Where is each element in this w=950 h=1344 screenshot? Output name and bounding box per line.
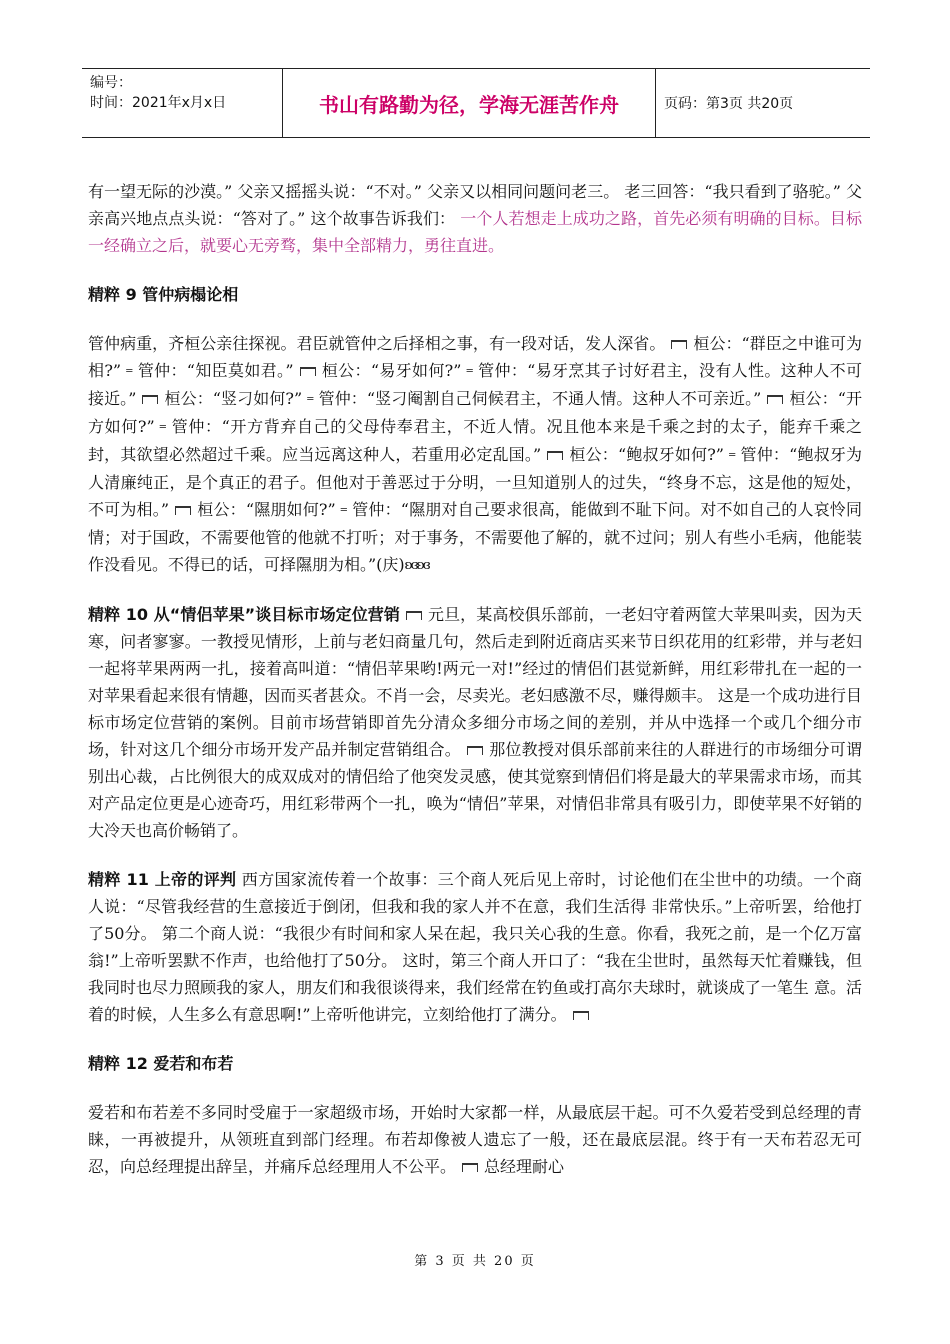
paragraph-mark-icon xyxy=(462,1163,478,1172)
paragraph-mark-icon xyxy=(406,611,422,620)
page-header xyxy=(82,68,870,138)
paragraph-mark-icon xyxy=(300,367,316,376)
paragraph-mark-icon xyxy=(547,451,563,460)
break-mark-icon: = xyxy=(339,505,349,516)
section-9-body: 管仲病重，齐桓公亲往探视。君臣就管仲之后择相之事，有一段对话，发人深省。 桓公：“群臣之中谁可为相?” = 管仲：“知臣莫如君。” 桓公：“易牙如何?” = 管仲：“易牙烹其子讨好君主，没有人性。这种人不可接近。” 桓公：“竖刁如何?” = 管仲：“竖刁阉割自己伺候君主，不通人情。这种人不可亲近。” 桓公：“开方如何?” = 管仲：“开方背弃自己的父母侍奉君主，不近人情。况且他本来是千乘之封的太子，能弃千乘之封，其欲望必然超过千乘。应当远离这种人，若重用必定乱国。” 桓公：“鲍叔牙如何?” = 管仲：“鲍叔牙为人清廉纯正，是个真正的君子。但他对于善恶过于分明，一旦知道别人的过失，“终身不忘，这是他的短处，不可为相。” 桓公：“隰朋如何?” = 管仲：“隰朋对自己要求很高，能做到不耻下问。对不如自己的人哀怜同情；对于国政，不需要他管的他就不打听；对于事务，不需要他了解的，就不过问；别人有些小毛病，他能装作没看见。不得已的话，可择隰朋为相。”(庆)ʚɞʚɞ xyxy=(88,330,862,579)
break-mark-icon: = xyxy=(158,422,168,433)
section-12-title: 精粹 12 爱若和布若 xyxy=(88,1054,234,1073)
header-meta xyxy=(82,69,282,137)
paragraph-mark-icon xyxy=(573,1011,589,1020)
section-11-body: 精粹 11 上帝的评判 西方国家流传着一个故事：三个商人死后见上帝时，讨论他们在尘世中的功绩。一个商人说：“尽管我经营的生意接近于倒闭，但我和我的家人并不在意，我们生活得 非常快乐。”上帝听罢，给他打了50分。 第二个商人说：“我很少有时间和家人呆在起，我只关心我的生意。你看，我死之前，是一个亿万富翁!”上帝听罢默不作声，也给他打了50分。 这时，第三个商人开口了：“我在尘世时，虽然每天忙着赚钱，但我同时也尽力照顾我的家人，朋友们和我很谈得来，我们经常在钓鱼或打高尔夫球时，就谈成了一笔生 意。活着的时候，人生多么有意思啊!”上帝听他讲完，立刻给他打了满分。 xyxy=(88,870,862,1024)
break-mark-icon: = xyxy=(465,366,474,377)
ornament-icon: ʚɞʚɞ xyxy=(404,558,429,573)
section-10-body: 精粹 10 从“情侣苹果”谈目标市场定位营销 元旦，某高校俱乐部前，一老妇守着两筐大苹果叫卖，因为天寒，问者寥寥。一教授见情形，上前与老妇商量几句，然后走到附近商店买来节日织花用的红彩带，并与老妇一起将苹果两两一扎，接着高叫道：“情侣苹果哟!两元一对!”经过的情侣们甚觉新鲜，用红彩带扎在一起的一对苹果看起来很有情趣，因而买者甚众。不肖一会，尽卖光。老妇感激不尽，赚得颇丰。 这是一个成功进行目标市场定位营销的案例。目前市场营销即首先分清众多细分市场之间的差别，并从中选择一个或几个细分市场，针对这几个细分市场开发产品并制定营销组合。 那位教授对俱乐部前来往的人群进行的市场细分可谓别出心裁，占比例很大的成双成对的情侣给了他突发灵感，使其觉察到情侣们将是最大的苹果需求市场，而其对产品定位更是心迹奇巧，用红彩带两个一扎，唤为“情侣”苹果，对情侣非常具有吸引力，即使苹果不好销的大冷天也高价畅销了。 xyxy=(88,605,862,840)
header-motto: 书山有路勤为径，学海无涯苦作舟 xyxy=(282,69,656,137)
section-9-title: 精粹 9 管仲病榻论相 xyxy=(88,285,239,304)
header-page-info: 页码：第3页 共20页 xyxy=(664,96,794,112)
section-11-title: 精粹 11 上帝的评判 xyxy=(88,870,237,889)
break-mark-icon: = xyxy=(727,450,737,461)
break-mark-icon: = xyxy=(306,394,315,405)
page-footer: 第 3 页 共 20 页 xyxy=(414,1254,536,1269)
section-10-title: 精粹 10 从“情侣苹果”谈目标市场定位营销 xyxy=(88,605,400,624)
section-12-body: 爱若和布若差不多同时受雇于一家超级市场，开始时大家都一样，从最底层干起。可不久爱若受到总经理的青睐，一再被提升，从领班直到部门经理。布若却像被人遗忘了一般，还在最底层混。终于有一天布若忍无可忍，向总经理提出辞呈，并痛斥总经理用人不公平。 总经理耐心 xyxy=(88,1103,862,1176)
intro-paragraph xyxy=(88,178,862,259)
paragraph-mark-icon xyxy=(767,395,783,404)
document-body xyxy=(88,178,862,1202)
paragraph-mark-icon xyxy=(467,746,483,755)
intro-highlight: 一个人若想走上成功之路，首先必须有明确的目标。目标一经确立之后，就要心无旁骛，集中全部精力，勇往直进。 xyxy=(88,209,862,255)
paragraph-mark-icon xyxy=(142,395,158,404)
paragraph-mark-icon xyxy=(671,340,687,349)
break-mark-icon: = xyxy=(125,366,134,377)
number-label: 编号： xyxy=(90,75,132,91)
paragraph-mark-icon xyxy=(175,506,191,515)
intro-text: 有一望无际的沙漠。” 父亲又摇摇头说：“不对。” 父亲又以相同问题问老三。 老三回答：“我只看到了骆驼。” 父亲高兴地点点头说：“答对了。” 这个故事告诉我们： xyxy=(88,182,862,228)
date-label: 时间：2021年x月x日 xyxy=(90,95,227,111)
